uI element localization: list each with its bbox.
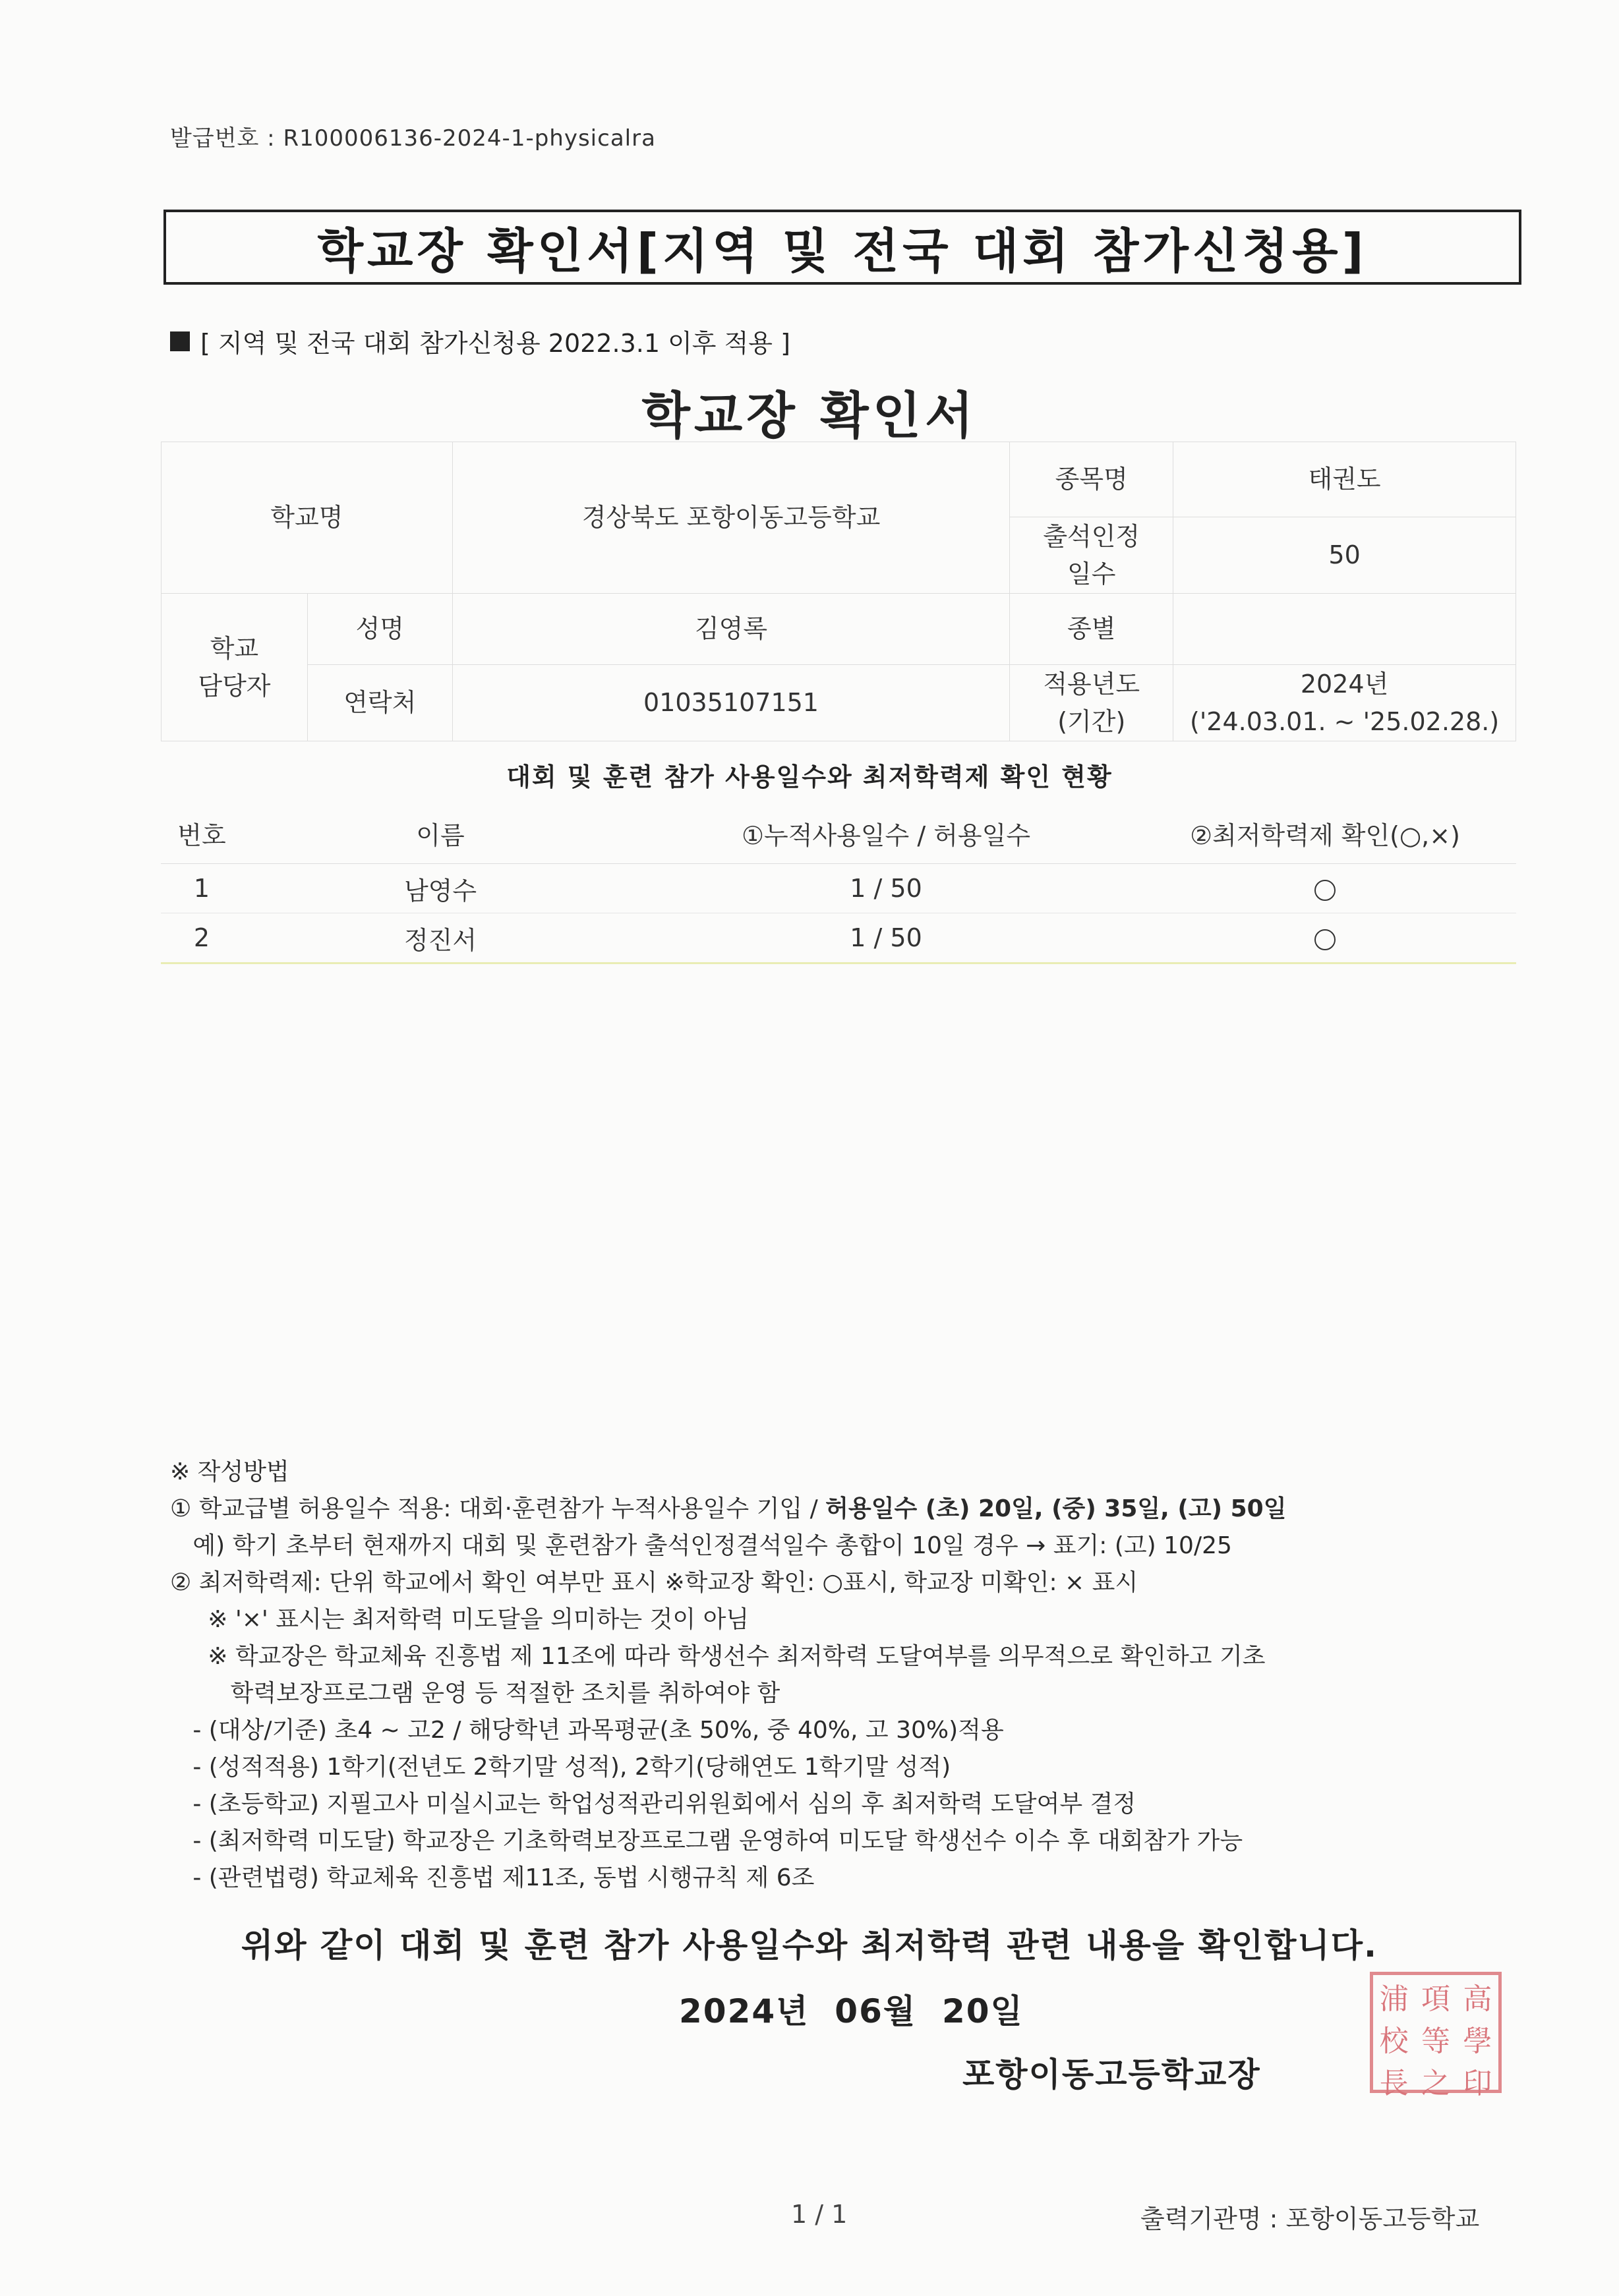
instruction-line-9: - (초등학교) 지필고사 미실시교는 학업성적관리위원회에서 심의 후 최저학력 도달여부 결정 <box>170 1791 1136 1818</box>
type-label: 종별 <box>1010 594 1173 665</box>
row-check <box>1134 864 1516 913</box>
header-number: 번호 <box>161 803 243 864</box>
attendance-label-line1: 출석인정 <box>1043 521 1140 551</box>
participation-table <box>161 803 1516 964</box>
row-name: 남영수 <box>243 864 638 913</box>
participation-table-header <box>161 803 1516 864</box>
instruction-line-6: 학력보장프로그램 운영 등 적절한 조치를 취하여야 함 <box>170 1680 780 1707</box>
row-days: 1 / 50 <box>638 913 1134 963</box>
writing-instructions <box>170 1454 1286 1897</box>
instruction-line-5: ※ 학교장은 학교체육 진흥법 제 11조에 따라 학생선수 최저학력 도달여부를 의무적으로 확인하고 기초 <box>170 1643 1266 1670</box>
instruction-line-4: ※ '×' 표시는 최저학력 미도달을 의미하는 것이 아님 <box>170 1606 750 1633</box>
attendance-value: 50 <box>1173 517 1516 594</box>
school-name-value: 경상북도 포항이동고등학교 <box>452 442 1010 594</box>
instruction-line-10: - (최저학력 미도달) 학교장은 기초학력보장프로그램 운영하여 미도달 학생선수 이수 후 대회참가 가능 <box>170 1827 1243 1854</box>
apply-year-label-line2: (기간) <box>1057 706 1126 736</box>
manager-name-label: 성명 <box>307 594 452 665</box>
status-subheading: 대회 및 훈련 참가 사용일수와 최저학력제 확인 현황 <box>506 762 1113 791</box>
applied-note <box>170 323 790 359</box>
page-number: 1 / 1 <box>791 2200 848 2229</box>
instruction-line-11: - (관련법령) 학교체육 진흥법 제11조, 동법 시행규칙 제 6조 <box>170 1864 815 1891</box>
header-name: 이름 <box>243 803 638 864</box>
instruction-line-1-text: ① 학교급별 허용일수 적용: 대회·훈련참가 누적사용일수 기입 / <box>170 1495 826 1522</box>
output-organization: 출력기관명 : 포항이동고등학교 <box>1140 2204 1480 2233</box>
school-name-label: 학교명 <box>162 442 453 594</box>
circle-check-icon <box>1314 929 1336 950</box>
instruction-line-3: ② 최저학력제: 단위 학교에서 확인 여부만 표시 ※학교장 확인: ○표시, 학교장 미확인: × 표시 <box>170 1569 1138 1596</box>
header-check: ②최저학력제 확인(○,×) <box>1134 803 1516 864</box>
table-row <box>161 913 1516 963</box>
manager-name-value: 김영록 <box>452 594 1010 665</box>
row-check <box>1134 913 1516 963</box>
attendance-label <box>1010 517 1173 594</box>
instruction-line-7: - (대상/기준) 초4 ~ 고2 / 해당학년 과목평균(초 50%, 중 40%, 고 30%)적용 <box>170 1717 1004 1744</box>
type-value <box>1173 594 1516 665</box>
instruction-line-2: 예) 학기 초부터 현재까지 대회 및 훈련참가 출석인정결석일수 총합이 10일 경우 → 표기: (고) 10/25 <box>170 1532 1232 1559</box>
circle-check-icon <box>1314 880 1336 901</box>
contact-label: 연락처 <box>307 665 452 741</box>
manager-label <box>162 594 308 741</box>
allowed-days-text: 허용일수 (초) 20일, (중) 35일, (고) 50일 <box>825 1495 1287 1522</box>
instructions-title: ※ 작성방법 <box>170 1458 289 1485</box>
issue-date: 2024년 06월 20일 <box>679 1992 1024 2030</box>
principal-signature: 포항이동고등학교장 <box>962 2055 1261 2094</box>
table-row <box>161 864 1516 913</box>
apply-year-value-line1: 2024년 <box>1300 669 1389 699</box>
apply-year-label <box>1010 665 1173 741</box>
applied-note-text: [ 지역 및 전국 대회 참가신청용 2022.3.1 이후 적용 ] <box>200 329 790 358</box>
row-name: 정진서 <box>243 913 638 963</box>
header-days: ①누적사용일수 / 허용일수 <box>638 803 1134 864</box>
apply-year-label-line1: 적용년도 <box>1043 669 1140 699</box>
apply-year-value <box>1173 665 1516 741</box>
manager-label-line2: 담당자 <box>198 671 271 701</box>
issue-number: 발급번호 : R100006136-2024-1-physicalra <box>170 125 656 152</box>
document-title: 학교장 확인서[지역 및 전국 대회 참가신청용] <box>163 210 1521 285</box>
confirmation-statement: 위와 같이 대회 및 훈련 참가 사용일수와 최저학력 관련 내용을 확인합니다. <box>241 1926 1378 1965</box>
square-bullet-icon <box>170 331 190 351</box>
row-number: 2 <box>161 913 243 963</box>
instruction-line-8: - (성적적용) 1학기(전년도 2학기말 성적), 2학기(당해연도 1학기말 성적) <box>170 1754 951 1781</box>
page-heading: 학교장 확인서 <box>641 386 978 445</box>
row-days: 1 / 50 <box>638 864 1134 913</box>
attendance-label-line2: 일수 <box>1067 559 1116 588</box>
event-label: 종목명 <box>1010 442 1173 517</box>
official-seal-icon: 浦 項 高 校 等 學 長 之 印 <box>1370 1972 1502 2093</box>
event-value: 태권도 <box>1173 442 1516 517</box>
apply-year-value-line2: ('24.03.01. ~ '25.02.28.) <box>1190 706 1500 736</box>
manager-label-line1: 학교 <box>210 633 259 663</box>
contact-value: 01035107151 <box>452 665 1010 741</box>
row-number: 1 <box>161 864 243 913</box>
school-info-table <box>161 442 1516 741</box>
instruction-line-1 <box>170 1491 1286 1528</box>
